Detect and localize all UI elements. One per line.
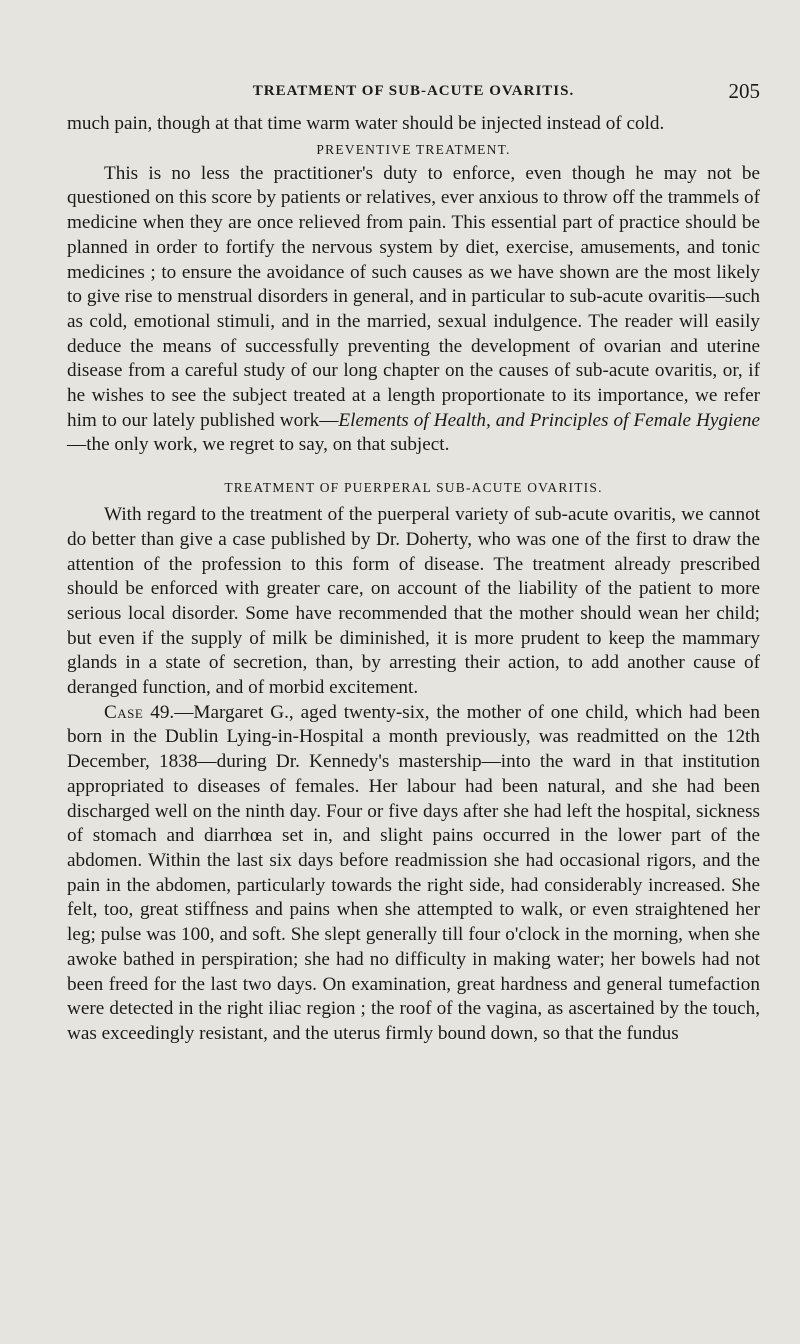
running-head xyxy=(67,78,760,104)
page-number: 205 xyxy=(728,79,760,103)
paragraph-puerperal: With regard to the treatment of the puerperal variety of sub-acute ovaritis, we cannot do better than give a case published by Dr. Doherty, who was one of the first to draw the attention of the profession to this form of disease. The treatment already prescribed should be enforced with greater care, on account of the liability of the patient to more serious local disorder. Some have recommended that the mother should wean her child; but even if the supply of milk be diminished, it is more prudent to keep the mammary glands in a state of secretion, than, by arresting their action, to add another cause of deranged function, and of morbid excitement. xyxy=(67,504,760,699)
paragraph-text: 49.—Margaret G., aged twenty-six, the mother of one child, which had been born in the Dublin Lying-in-Hospital a month previously, was readmitted on the 12th December, 1838—during Dr. Kennedy's mastership—into the ward in that institution appropriated to diseases of females. Her labour had been natural, and she had been discharged well on the ninth day. Four or five days after she had left the hospital, sickness of stomach and diarrhœa set in, and slight pains occurred in the lower part of the abdomen. Within the last six days before readmission she had occasional rigors, and the pain in the abdomen, particularly towards the right side, had considerably increased. She felt, too, great stiffness and pains when she attempted to walk, or even straightened her leg; pulse was 100, and soft. She slept generally till four o'clock in the morning, when she awoke bathed in perspiration; she had no difficulty in making water; her bowels had not been freed for the last two days. On examination, great hardness and general tumefaction were detected in the right iliac region ; the roof of the vagina, as ascertained by the touch, was exceedingly resistant, and the uterus firmly bound down, so that the fundus xyxy=(67,701,760,1044)
section-heading-puerperal: TREATMENT OF PUERPERAL SUB-ACUTE OVARITIS. xyxy=(224,480,603,496)
paragraph-text: This is no less the practitioner's duty to enforce, even though he may not be questioned on this score by patients or relatives, ever anxious to throw off the trammels of medicine when they are once relieved from pain. This essential part of practice should be planned in order to fortify the nervous system by diet, exercise, amusements, and tonic medicines ; to ensure the avoidance of such causes as we have shown are the most likely to give rise to menstrual disorders in general, and in particular to sub-acute ovaritis—such as cold, emotional stimuli, and in the married, sexual indulgence. The reader will easily deduce the means of successfully preventing the development of ovarian and uterine disease from a careful study of our long chapter on the causes of sub-acute ovaritis, or, if he wishes to see the subject treated at a length proportionate to its importance, we refer him to our lately published work— xyxy=(67,162,760,431)
paragraph-preventive xyxy=(67,162,760,458)
work-title: Elements of Health, and Principles of Female Hygiene xyxy=(338,409,760,431)
case-label: Case xyxy=(104,701,144,723)
section-heading-preventive: PREVENTIVE TREATMENT. xyxy=(316,141,511,157)
paragraph-text: —the only work, we regret to say, on that subject. xyxy=(67,434,450,456)
paragraph-continuation: much pain, though at that time warm water should be injected instead of cold. xyxy=(67,113,665,134)
paragraph-case xyxy=(67,701,760,1047)
running-title: TREATMENT OF SUB-ACUTE OVARITIS. xyxy=(252,83,575,99)
body-text xyxy=(67,112,760,1047)
